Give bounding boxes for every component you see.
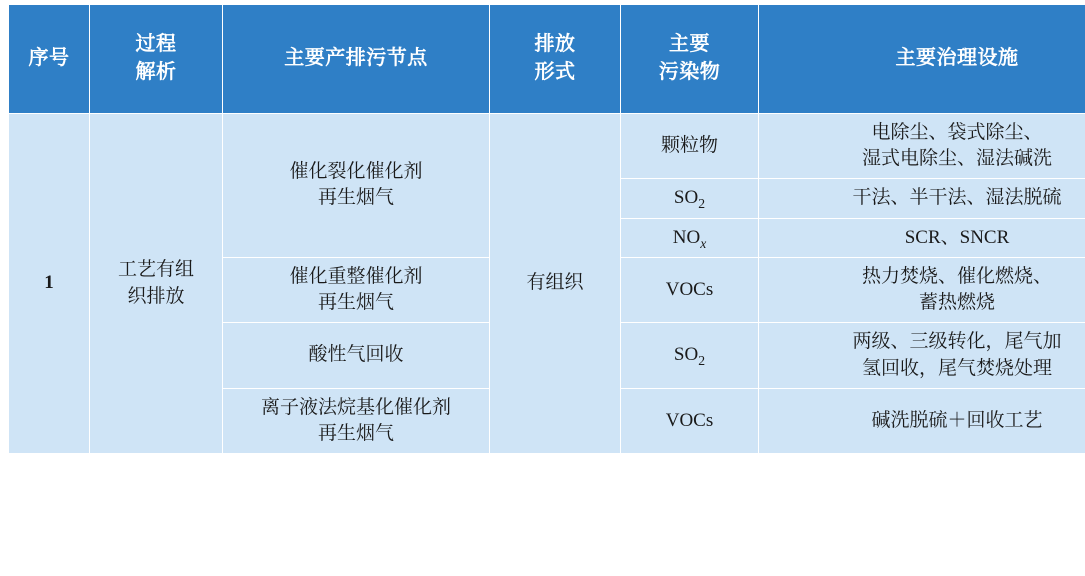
- cell-treatment-3: [759, 218, 1085, 257]
- table-row: [9, 114, 1085, 179]
- pollutant-text: VOCs: [665, 409, 714, 431]
- cell-line: 催化重整催化剂: [289, 265, 423, 287]
- cell-line: 织排放: [127, 285, 185, 307]
- cell-node-3: [223, 323, 490, 388]
- cell-node-4: [223, 388, 490, 453]
- cell-pollutant-2: [621, 179, 759, 218]
- header-line: 污染物: [658, 61, 721, 83]
- cell-line: 电除尘、袋式除尘、: [871, 122, 1043, 143]
- cell-pollutant-4: [621, 257, 759, 322]
- pollutant-text: NO: [672, 226, 701, 248]
- pollutant-text: VOCs: [665, 278, 714, 300]
- column-header-process: [90, 5, 223, 114]
- cell-emission-form: [490, 114, 621, 454]
- table-body: [9, 114, 1085, 454]
- cell-pollutant-5: [621, 323, 759, 388]
- cell-line: SCR、SNCR: [904, 226, 1010, 248]
- header-line: 过程: [135, 33, 177, 56]
- header-line: 形式: [534, 61, 576, 83]
- cell-treatment-2: [759, 179, 1085, 218]
- pollutant-subscript: 2: [698, 196, 706, 212]
- column-header-pollutant: [621, 5, 759, 114]
- cell-pollutant-6: [621, 388, 759, 453]
- header-line: 主要: [669, 33, 710, 56]
- column-header-form: [490, 5, 621, 114]
- cell-line: 酸性气回收: [308, 344, 404, 366]
- cell-line: 氢回收，尾气焚烧处理: [861, 357, 1052, 379]
- cell-treatment-1: [759, 114, 1085, 179]
- header-line: 主要产排污节点: [284, 47, 428, 70]
- cell-line: 催化裂化催化剂: [289, 161, 423, 183]
- cell-line: 湿式电除尘、湿法碱洗: [861, 148, 1052, 170]
- cell-line: 离子液法烷基化催化剂: [260, 396, 451, 418]
- column-header-treatment: [759, 5, 1085, 114]
- cell-line: 再生烟气: [317, 422, 394, 444]
- cell-line: 再生烟气: [317, 187, 394, 209]
- header-line: 主要治理设施: [895, 47, 1019, 70]
- cell-pollutant-1: [621, 114, 759, 179]
- cell-line: 两级、三级转化，尾气加: [852, 331, 1062, 353]
- header-line: 序号: [28, 47, 70, 70]
- cell-line: 工艺有组: [117, 259, 194, 281]
- cell-line: 有组织: [526, 272, 584, 294]
- header-line: 排放: [534, 33, 576, 56]
- column-header-node: [223, 5, 490, 114]
- cell-sequence: 1: [9, 114, 90, 454]
- header-line: 解析: [135, 61, 177, 83]
- pollutant-text: 颗粒物: [660, 135, 718, 157]
- pollutant-subscript: 2: [698, 353, 706, 369]
- cell-node-1: [223, 114, 490, 258]
- cell-line: 干法、半干法、湿法脱硫: [852, 187, 1062, 209]
- cell-line: 再生烟气: [317, 292, 394, 314]
- table-header: [9, 5, 1085, 114]
- cell-process: [90, 114, 223, 454]
- process-emissions-table: [8, 4, 1085, 454]
- cell-line: 蓄热燃烧: [918, 292, 995, 314]
- cell-treatment-5: [759, 323, 1085, 388]
- cell-node-2: [223, 257, 490, 322]
- pollutant-text: SO: [673, 187, 699, 209]
- cell-treatment-6: [759, 388, 1085, 453]
- cell-treatment-4: [759, 257, 1085, 322]
- cell-line: 碱洗脱硫＋回收工艺: [871, 409, 1043, 431]
- cell-line: 热力焚烧、催化燃烧、: [861, 265, 1052, 287]
- cell-pollutant-3: [621, 218, 759, 257]
- pollutant-subscript: x: [700, 235, 707, 251]
- header-row: [9, 5, 1085, 114]
- pollutant-text: SO: [673, 344, 699, 366]
- column-header-sequence: [9, 5, 90, 114]
